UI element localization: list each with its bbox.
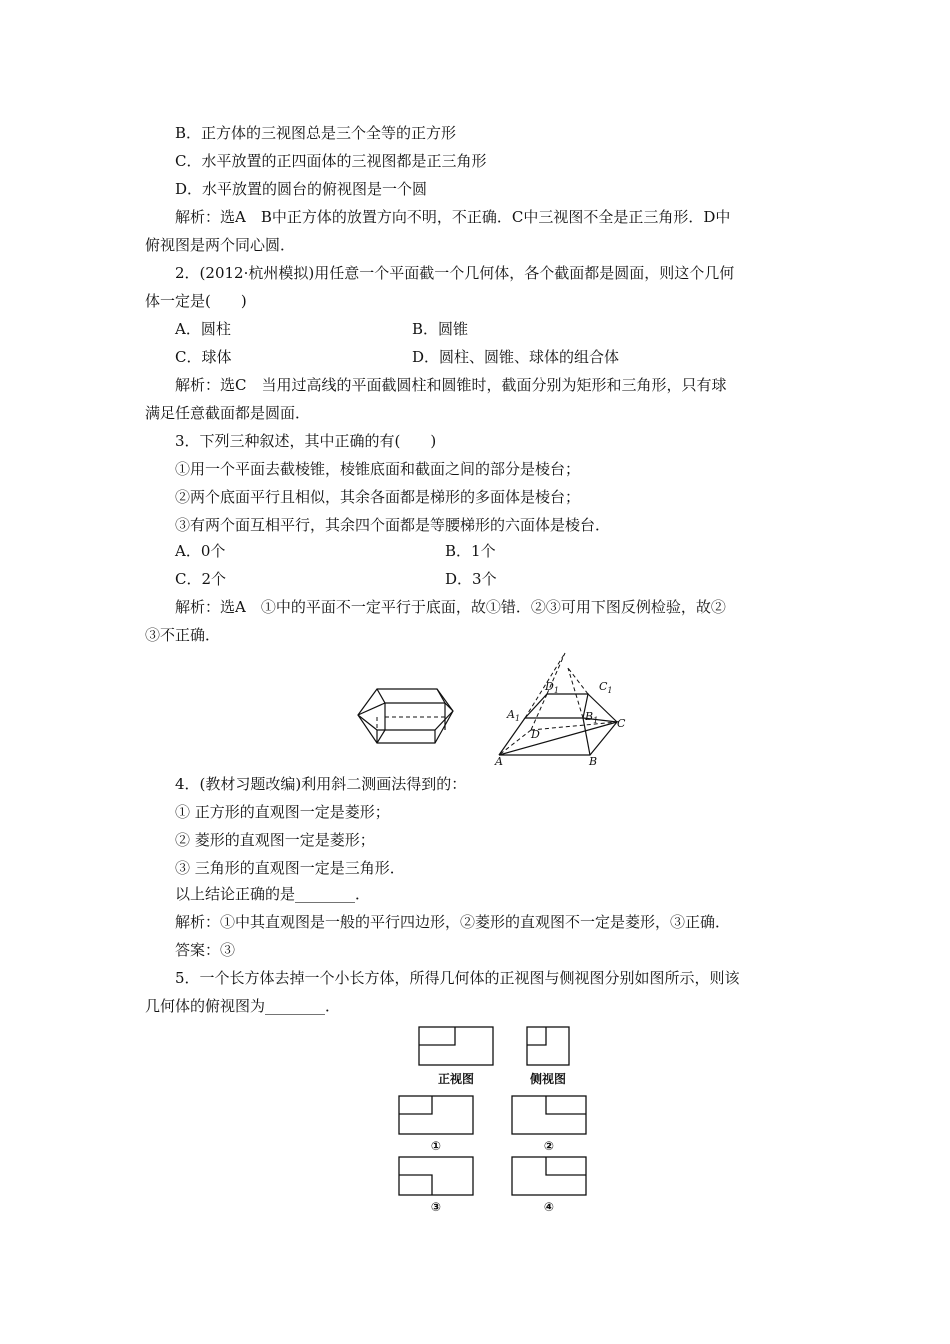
label-a: A bbox=[495, 755, 503, 768]
q4-statement-3: ③ 三角形的直观图一定是三角形． bbox=[175, 859, 405, 877]
q4-statement-2: ② 菱形的直观图一定是菱形； bbox=[175, 831, 375, 849]
q2-option-c: C．球体 bbox=[175, 348, 232, 366]
label-c: C bbox=[617, 717, 626, 730]
q3-figure-frustum bbox=[495, 648, 635, 766]
q4-question: 以上结论正确的是________． bbox=[175, 885, 371, 903]
q3-option-a: A．0个 bbox=[175, 542, 226, 560]
q5-stem-line2: 几何体的俯视图为________． bbox=[145, 997, 341, 1015]
q3-statement-2: ②两个底面平行且相似，其余各面都是梯形的多面体是棱台； bbox=[175, 488, 581, 506]
q4-solution: 解析：①中其直观图是一般的平行四边形，②菱形的直观图不一定是菱形，③正确． bbox=[175, 913, 731, 931]
q3-option-c: C．2个 bbox=[175, 570, 227, 588]
q1-option-c: C．水平放置的正四面体的三视图都是正三角形 bbox=[175, 152, 487, 170]
q3-statement-3: ③有两个面互相平行，其余四个面都是等腰梯形的六面体是棱台． bbox=[175, 516, 611, 534]
choice-3-label: ③ bbox=[430, 1200, 442, 1214]
q3-statement-1: ①用一个平面去截棱锥，棱锥底面和截面之间的部分是棱台； bbox=[175, 460, 581, 478]
q2-option-b: B．圆锥 bbox=[412, 320, 469, 338]
q3-option-b: B．1个 bbox=[445, 542, 496, 560]
side-view-caption: 侧视图 bbox=[529, 1072, 567, 1086]
q2-stem-line2: 体一定是( ) bbox=[145, 292, 247, 310]
label-c1: $C_1$ bbox=[599, 680, 613, 695]
q4-answer: 答案：③ bbox=[175, 941, 236, 959]
q1-option-d: D．水平放置的圆台的俯视图是一个圆 bbox=[175, 180, 428, 198]
q2-stem-line1: 2．(2012·杭州模拟)用任意一个平面截一个几何体，各个截面都是圆面，则这个几何 bbox=[175, 264, 735, 282]
q1-option-b: B．正方体的三视图总是三个全等的正方形 bbox=[175, 124, 457, 142]
q2-option-a: A．圆柱 bbox=[175, 320, 231, 338]
q3-option-d: D．3个 bbox=[445, 570, 497, 588]
front-view-caption: 正视图 bbox=[437, 1072, 475, 1086]
label-a1: $A_1$ bbox=[507, 708, 521, 723]
q4-statement-1: ① 正方形的直观图一定是菱形； bbox=[175, 803, 390, 821]
q3-stem: 3．下列三种叙述，其中正确的有( ) bbox=[175, 432, 437, 450]
q2-solution-line2: 满足任意截面都是圆面． bbox=[145, 404, 311, 422]
label-d1: $D_1$ bbox=[545, 680, 559, 695]
label-b1: $B_1$ bbox=[585, 710, 599, 725]
q2-option-d: D．圆柱、圆锥、球体的组合体 bbox=[412, 348, 620, 366]
q4-stem: 4．(教材习题改编)利用斜二测画法得到的： bbox=[175, 775, 467, 793]
q1-solution-line2: 俯视图是两个同心圆． bbox=[145, 236, 296, 254]
q1-solution-line1: 解析：选A B中正方体的放置方向不明，不正确．C中三视图不全是正三角形．D中 bbox=[175, 208, 731, 226]
q3-solution-line1: 解析：选A ①中的平面不一定平行于底面，故①错．②③可用下图反例检验，故② bbox=[175, 598, 726, 616]
q5-stem-line1: 5．一个长方体去掉一个小长方体，所得几何体的正视图与侧视图分别如图所示，则该 bbox=[175, 969, 740, 987]
label-b: B bbox=[589, 755, 598, 768]
q2-solution-line1: 解析：选C 当用过高线的平面截圆柱和圆锥时，截面分别为矩形和三角形，只有球 bbox=[175, 376, 727, 394]
label-d: D bbox=[531, 728, 540, 741]
q5-views-figure bbox=[395, 1022, 595, 1217]
q3-solution-line2: ③不正确． bbox=[145, 626, 221, 644]
choice-1-label: ① bbox=[430, 1139, 442, 1153]
choice-4-label: ④ bbox=[543, 1200, 555, 1214]
q3-figure-prism bbox=[355, 675, 475, 750]
choice-2-label: ② bbox=[543, 1139, 555, 1153]
